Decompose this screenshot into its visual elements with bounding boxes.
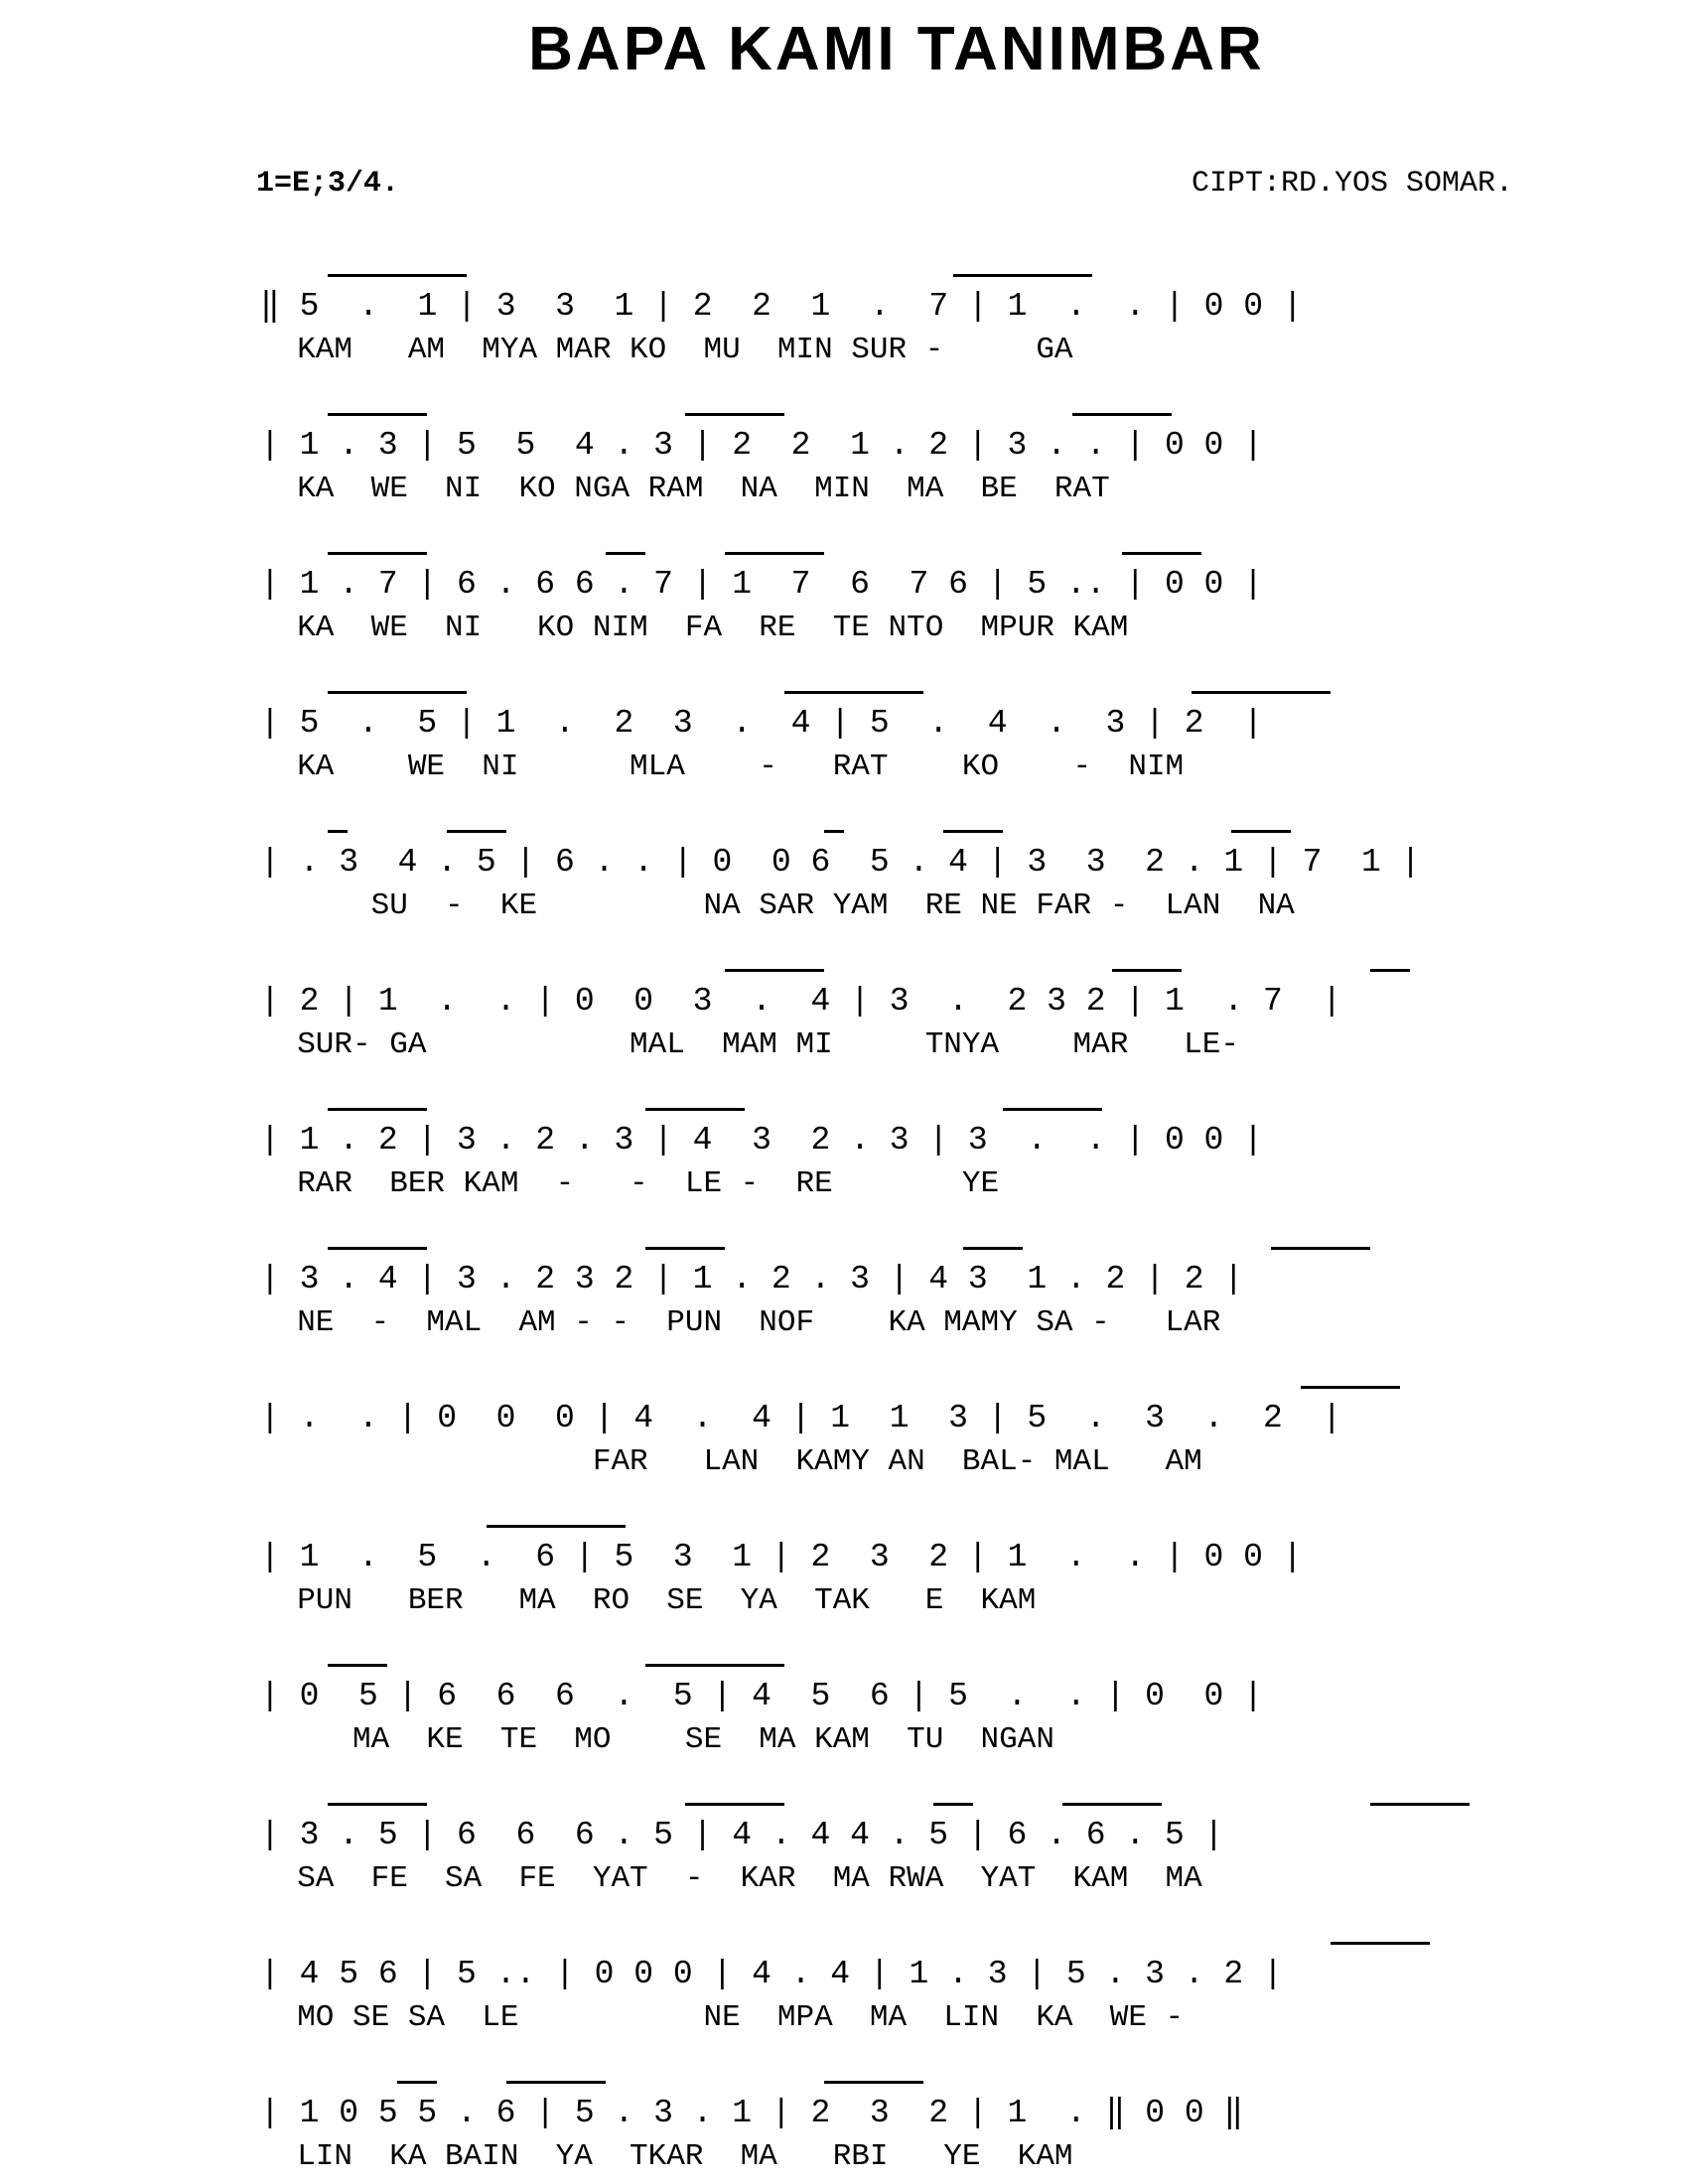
lyric-line: KA WE NI MLA - RAT KO - NIM [260, 750, 1185, 784]
rhythm-beam [328, 1803, 427, 1806]
rhythm-beam [328, 1247, 427, 1250]
rhythm-beam [1231, 830, 1291, 833]
rhythm-beam [824, 830, 844, 833]
lyric-line: SA FE SA FE YAT - KAR MA RWA YAT KAM MA [260, 1861, 1202, 1896]
rhythm-beam [725, 552, 824, 555]
rhythm-beam [328, 552, 427, 555]
lyric-line: FAR LAN KAMY AN BAL- MAL AM [260, 1444, 1202, 1479]
notation-line: ‖ 5 . 1 | 3 3 1 | 2 2 1 . 7 | 1 . . | 0 0 | [260, 288, 1303, 325]
song-title: BAPA KAMI TANIMBAR [528, 15, 1265, 83]
lyric-line: SUR- GA MAL MAM MI TNYA MAR LE- [260, 1027, 1239, 1062]
rhythm-beam [487, 1525, 626, 1528]
rhythm-beam [1072, 413, 1172, 416]
rhythm-beam [685, 1803, 784, 1806]
lyric-line: KA WE NI KO NIM FA RE TE NTO MPUR KAM [260, 611, 1129, 645]
rhythm-beam [725, 969, 824, 972]
lyric-line: LIN KA BAIN YA TKAR MA RBI YE KAM [260, 2139, 1073, 2174]
rhythm-beam [1062, 1803, 1162, 1806]
rhythm-beam [328, 691, 467, 694]
rhythm-beam [645, 1664, 784, 1667]
notation-line: | . . | 0 0 0 | 4 . 4 | 1 1 3 | 5 . 3 . 2 | [260, 1400, 1342, 1436]
notation-line: | 1 . 3 | 5 5 4 . 3 | 2 2 1 . 2 | 3 . . | 0 0 | [260, 427, 1263, 464]
rhythm-beam [645, 1108, 745, 1111]
rhythm-beam [1192, 691, 1331, 694]
rhythm-beam [1370, 1803, 1470, 1806]
rhythm-beam [506, 2081, 606, 2084]
notation-line: | 5 . 5 | 1 . 2 3 . 4 | 5 . 4 . 3 | 2 | [260, 705, 1263, 742]
lyric-line: KAM AM MYA MAR KO MU MIN SUR - GA [260, 333, 1073, 367]
lyric-line: KA WE NI KO NGA RAM NA MIN MA BE RAT [260, 472, 1110, 506]
notation-line: | 4 5 6 | 5 .. | 0 0 0 | 4 . 4 | 1 . 3 | 5 . 3 . 2 | [260, 1956, 1283, 1992]
notation-line: | . 3 4 . 5 | 6 . . | 0 0 6 5 . 4 | 3 3 2 . 1 | 7 1 | [260, 844, 1421, 881]
rhythm-beam [1301, 1386, 1400, 1389]
rhythm-beam [685, 413, 784, 416]
lyric-line: PUN BER MA RO SE YA TAK E KAM [260, 1583, 1037, 1618]
rhythm-beam [328, 1108, 427, 1111]
key-signature: 1=E;3/4. [256, 167, 400, 201]
rhythm-beam [1122, 552, 1201, 555]
rhythm-beam [953, 274, 1092, 277]
lyric-line: NE - MAL AM - - PUN NOF KA MAMY SA - LAR [260, 1305, 1221, 1340]
rhythm-beam [447, 830, 506, 833]
rhythm-beam [784, 691, 923, 694]
rhythm-beam [1271, 1247, 1370, 1250]
rhythm-beam [824, 2081, 923, 2084]
rhythm-beam [1370, 969, 1410, 972]
rhythm-beam [328, 1664, 387, 1667]
notation-line: | 1 . 2 | 3 . 2 . 3 | 4 3 2 . 3 | 3 . . | 0 0 | [260, 1122, 1263, 1159]
notation-line: | 3 . 5 | 6 6 6 . 5 | 4 . 4 4 . 5 | 6 . 6 . 5 | [260, 1817, 1224, 1853]
lyric-line: SU - KE NA SAR YAM RE NE FAR - LAN NA [260, 888, 1295, 923]
rhythm-beam [1112, 969, 1182, 972]
rhythm-beam [933, 1803, 973, 1806]
rhythm-beam [1003, 1108, 1102, 1111]
notation-line: | 2 | 1 . . | 0 0 3 . 4 | 3 . 2 3 2 | 1 . 7 | [260, 983, 1342, 1020]
rhythm-beam [328, 413, 427, 416]
rhythm-beam [606, 552, 645, 555]
rhythm-beam [1331, 1942, 1430, 1945]
notation-line: | 0 5 | 6 6 6 . 5 | 4 5 6 | 5 . . | 0 0 | [260, 1678, 1263, 1714]
composer-credit: CIPT:RD.YOS SOMAR. [1191, 167, 1513, 201]
rhythm-beam [328, 274, 467, 277]
lyric-line: RAR BER KAM - - LE - RE YE [260, 1166, 1000, 1201]
rhythm-beam [397, 2081, 437, 2084]
rhythm-beam [328, 830, 348, 833]
lyric-line: MO SE SA LE NE MPA MA LIN KA WE - [260, 2000, 1185, 2035]
lyric-line: MA KE TE MO SE MA KAM TU NGAN [260, 1722, 1054, 1757]
notation-line: | 1 . 7 | 6 . 6 6 . 7 | 1 7 6 7 6 | 5 .. | 0 0 | [260, 566, 1263, 603]
rhythm-beam [943, 830, 1003, 833]
notation-line: | 3 . 4 | 3 . 2 3 2 | 1 . 2 . 3 | 4 3 1 . 2 | 2 | [260, 1261, 1244, 1297]
rhythm-beam [645, 1247, 725, 1250]
rhythm-beam [963, 1247, 1023, 1250]
notation-line: | 1 0 5 5 . 6 | 5 . 3 . 1 | 2 3 2 | 1 . ‖ 0 0 ‖ [260, 2095, 1244, 2131]
notation-line: | 1 . 5 . 6 | 5 3 1 | 2 3 2 | 1 . . | 0 0 | [260, 1539, 1303, 1575]
